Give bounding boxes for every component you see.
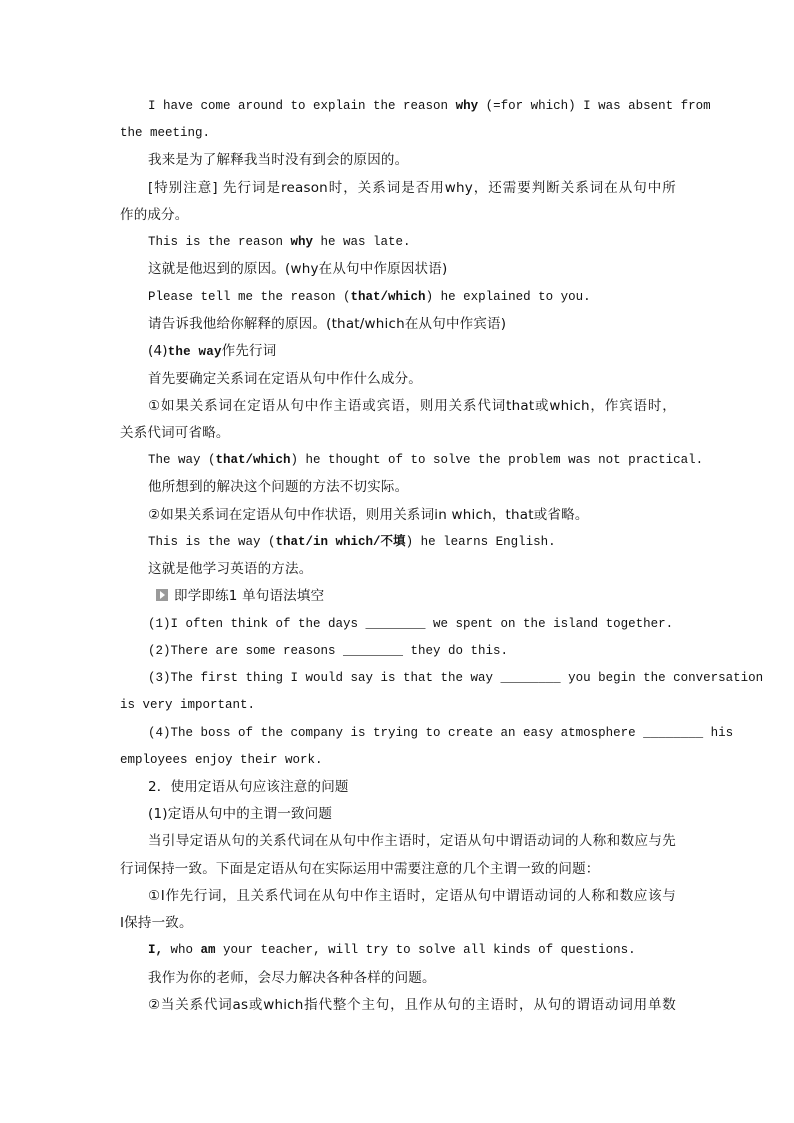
section-heading: (4)the way作先行词 xyxy=(148,343,277,359)
text-line: ①I作先行词，且关系代词在从句中作主语时，定语从句中谓语动词的人称和数应该与 xyxy=(148,888,676,904)
text-line: ①如果关系词在定语从句中作主语或宾语，则用关系代词that或which，作宾语时， xyxy=(148,398,676,414)
text-line: 请告诉我他给你解释的原因。(that/which在从句中作宾语) xyxy=(148,316,507,332)
text-line: 他所想到的解决这个问题的方法不切实际。 xyxy=(148,479,409,495)
text-line: ②当关系代词as或which指代整个主句，且作从句的主语时，从句的谓语动词用单数 xyxy=(148,997,676,1013)
exercise-item: (3)The first thing I would say is that the way ________ you begin the conversation xyxy=(148,671,764,685)
exercise-item: (2)There are some reasons ________ they do this. xyxy=(148,644,509,658)
text-line: I保持一致。 xyxy=(120,915,193,931)
text-line: 这就是他学习英语的方法。 xyxy=(148,561,313,577)
text-line: 关系代词可省略。 xyxy=(120,425,230,441)
example-sentence: I, who am your teacher, will try to solve all kinds of questions. xyxy=(148,943,636,957)
example-sentence: The way (that/which) he thought of to solve the problem was not practical. xyxy=(148,453,704,467)
text-line: 这就是他迟到的原因。(why在从句中作原因状语) xyxy=(148,261,448,277)
section-heading: (1)定语从句中的主谓一致问题 xyxy=(148,806,333,822)
text-line: 当引导定语从句的关系代词在从句中作主语时，定语从句中谓语动词的人称和数应与先 xyxy=(148,833,676,849)
example-sentence: This is the reason why he was late. xyxy=(148,235,411,249)
text-line: 首先要确定关系词在定语从句中作什么成分。 xyxy=(148,371,422,387)
special-note: [特别注意] 先行词是reason时，关系词是否用why，还需要判断关系词在从句中所 xyxy=(148,180,676,196)
text-line: is very important. xyxy=(120,698,256,712)
text-line: 行词保持一致。下面是定语从句在实际运用中需要注意的几个主谓一致的问题： xyxy=(120,861,600,877)
exercise-item: (1)I often think of the days ________ we spent on the island together. xyxy=(148,617,674,631)
text-line: 我来是为了解释我当时没有到会的原因的。 xyxy=(148,152,409,168)
example-sentence: Please tell me the reason (that/which) he explained to you. xyxy=(148,290,591,304)
text-line: the meeting. xyxy=(120,126,211,140)
text-line: 我作为你的老师，会尽力解决各种各样的问题。 xyxy=(148,970,436,986)
exercise-item: (4)The boss of the company is trying to create an easy atmosphere ________ his xyxy=(148,726,734,740)
text-line: I have come around to explain the reason why (=for which) I was absent from xyxy=(148,99,711,113)
text-line: ②如果关系词在定语从句中作状语，则用关系词in which，that或省略。 xyxy=(148,507,589,523)
text-line: 作的成分。 xyxy=(120,207,189,223)
text-line: employees enjoy their work. xyxy=(120,753,323,767)
example-sentence: This is the way (that/in which/不填) he learns English. xyxy=(148,535,556,549)
arrow-marker-icon xyxy=(156,589,168,601)
section-heading: 2．使用定语从句应该注意的问题 xyxy=(148,779,349,795)
exercise-heading: 即学即练1 单句语法填空 xyxy=(156,587,684,605)
